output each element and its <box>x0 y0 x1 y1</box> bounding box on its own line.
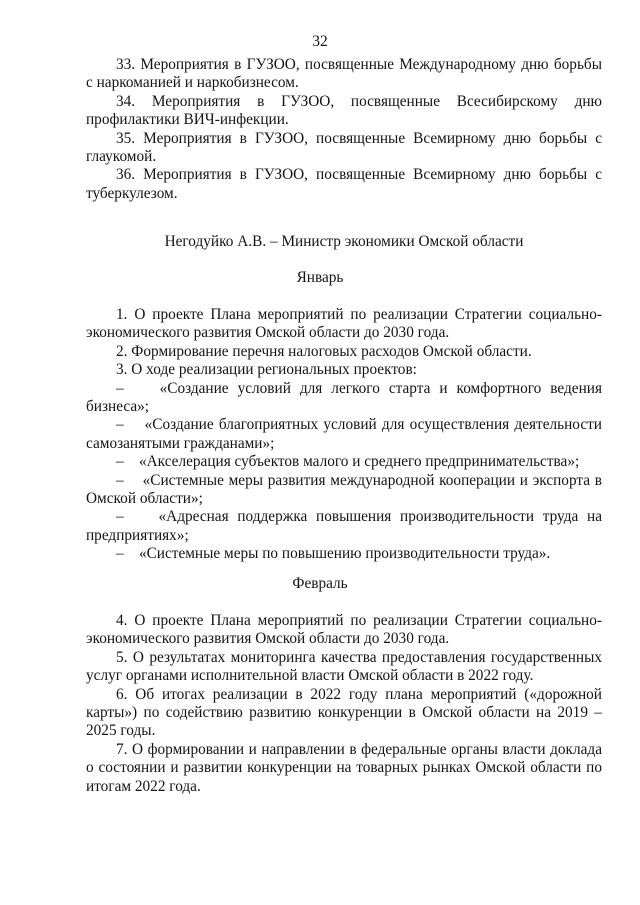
dash-mark: – <box>116 471 124 489</box>
project-text: «Системные меры по повышению производительности труда». <box>138 545 551 563</box>
list-item: 6. Об итогах реализации в 2022 году плана мероприятий («дорожной карты») по содействию развитию конкуренции в Омской области на 2019 – 2025 годы. <box>86 685 602 740</box>
list-item: 1. О проекте Плана мероприятий по реализации Стратегии социально-экономического развития Омской области до 2030 года. <box>86 306 602 342</box>
list-item: 4. О проекте Плана мероприятий по реализации Стратегии социально-экономического развития Омской области до 2030 года. <box>86 612 602 648</box>
project-item <box>86 453 602 471</box>
list-item: 33. Мероприятия в ГУЗОО, посвященные Международному дню борьбы с наркоманией и наркобизнесом. <box>86 56 602 92</box>
dash-mark: – <box>116 379 124 397</box>
project-text: «Акселерация субъектов малого и среднего предпринимательства»; <box>138 453 580 471</box>
project-item <box>86 508 602 545</box>
project-text: «Адресная поддержка повышения производительности труда на предприятиях»; <box>86 508 602 544</box>
list-item: 34. Мероприятия в ГУЗОО, посвященные Всесибирскому дню профилактики ВИЧ-инфекции. <box>86 92 602 129</box>
section-title-february: Февраль <box>292 575 348 592</box>
project-item <box>86 472 602 509</box>
project-text: «Создание условий для легкого старта и комфортного ведения бизнеса»; <box>86 379 602 416</box>
page-number: 32 <box>312 33 328 50</box>
dash-mark: – <box>116 453 124 471</box>
top-items-block <box>86 56 602 203</box>
project-text: «Создание благоприятных условий для осуществления деятельности самозанятыми гражданами»; <box>86 416 602 452</box>
project-text: «Системные меры развития международной кооперации и экспорта в Омской области»; <box>86 471 603 508</box>
list-item: 3. О ходе реализации региональных проектов: <box>116 361 417 379</box>
project-item <box>86 416 602 453</box>
february-block <box>86 612 602 796</box>
list-item: 5. О результатах мониторинга качества предоставления государственных услуг органами исполнительной власти Омской области в 2022 году. <box>86 648 602 685</box>
dash-mark: – <box>116 416 124 434</box>
list-item: 36. Мероприятия в ГУЗОО, посвященные Всемирному дню борьбы с туберкулезом. <box>86 166 602 202</box>
list-item: 7. О формировании и направлении в федеральные органы власти доклада о состоянии и развитии конкуренции на товарных рынках Омской области по итогам 2022 года. <box>86 740 602 795</box>
minister-heading: Негодуйко А.В. – Министр экономики Омской области <box>164 233 524 250</box>
list-item: 35. Мероприятия в ГУЗОО, посвященные Всемирному дню борьбы с глаукомой. <box>86 129 602 166</box>
list-item: 2. Формирование перечня налоговых расходов Омской области. <box>116 342 532 360</box>
january-block <box>86 306 602 564</box>
section-title-january: Январь <box>296 269 344 286</box>
project-item <box>86 380 602 417</box>
dash-mark: – <box>116 545 124 563</box>
dash-mark: – <box>116 508 124 526</box>
project-item <box>86 545 602 563</box>
